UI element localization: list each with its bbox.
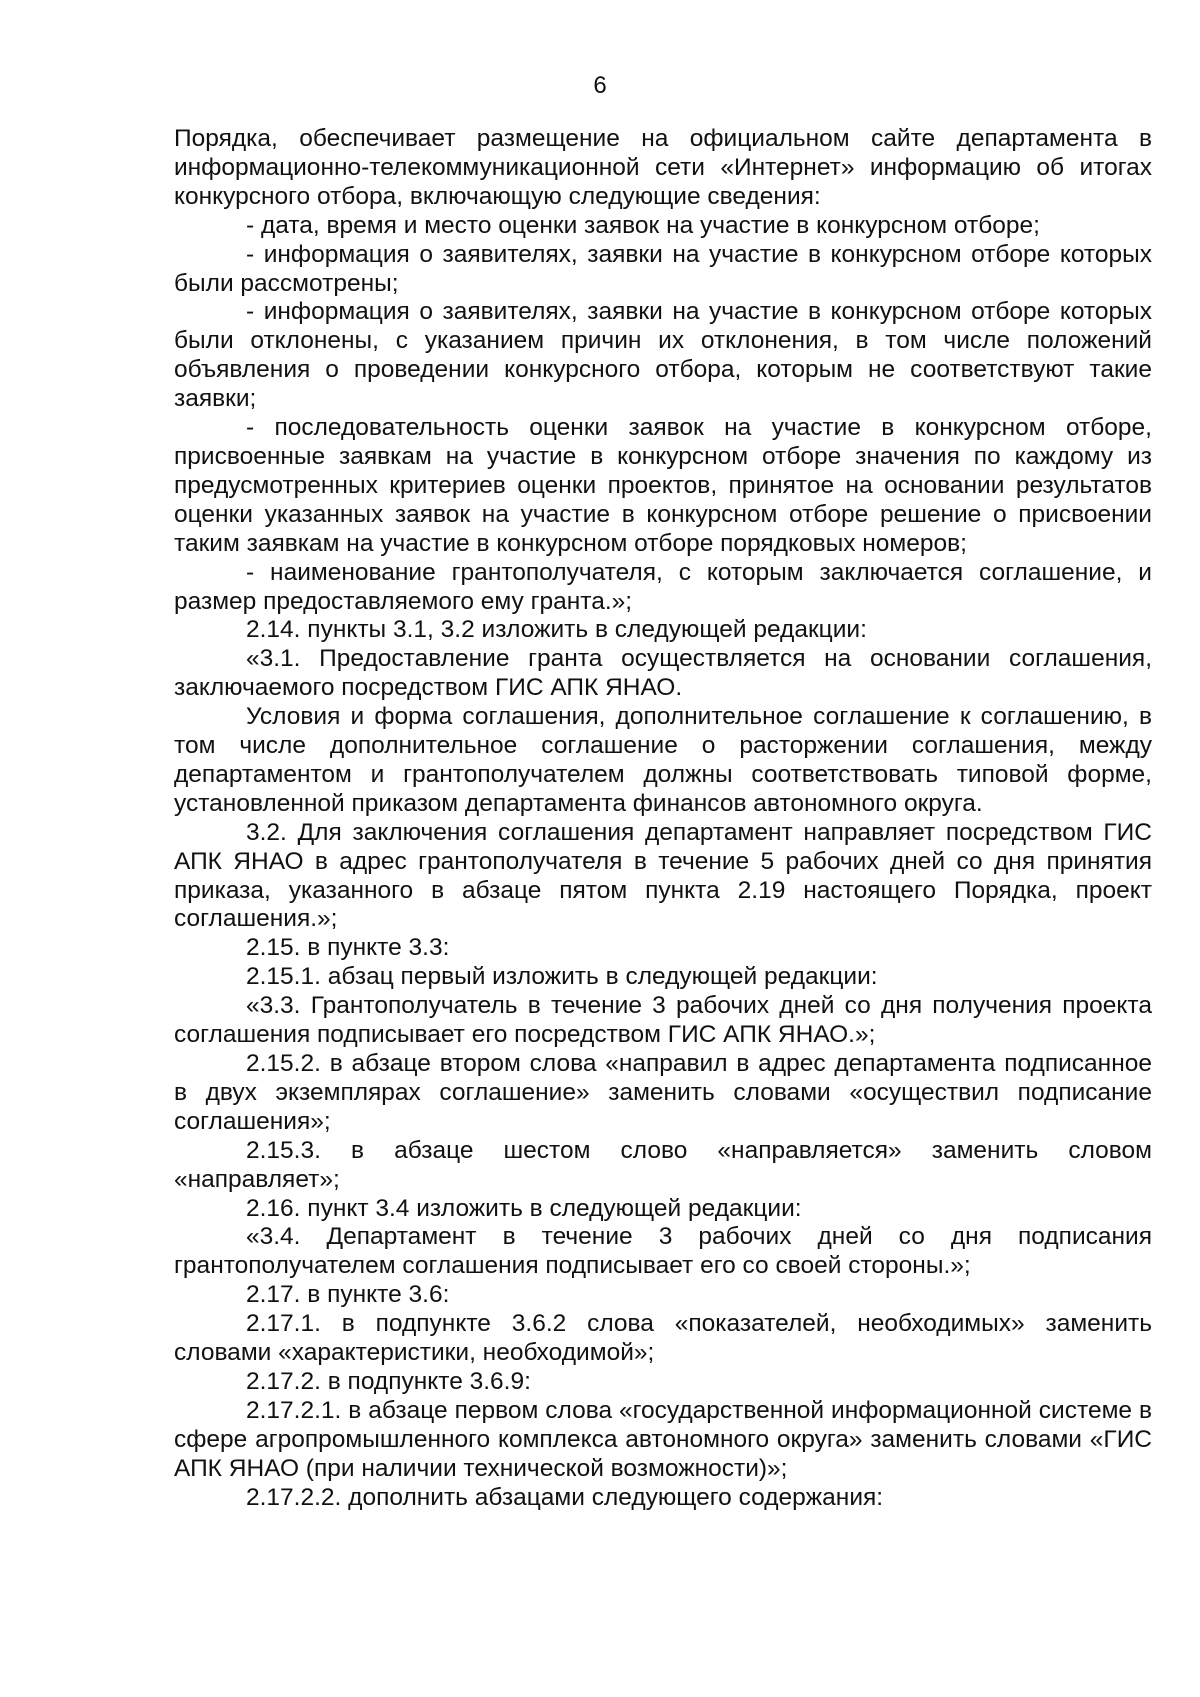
paragraph: 2.15.1. абзац первый изложить в следующей редакции:	[246, 963, 878, 991]
paragraph: «3.3. Грантополучатель в течение 3 рабочих дней со дня получения проекта соглашения подписывает его посредством ГИС АПК ЯНАО.»;	[174, 992, 1152, 1049]
paragraph: 2.17. в пункте 3.6:	[246, 1281, 450, 1309]
paragraph: 2.17.1. в подпункте 3.6.2 слова «показателей, необходимых» заменить словами «характеристики, необходимой»;	[174, 1310, 1152, 1367]
document-body	[174, 125, 1152, 1513]
paragraph: «3.1. Предоставление гранта осуществляется на основании соглашения, заключаемого посредством ГИС АПК ЯНАО.	[174, 645, 1152, 702]
paragraph: 2.17.2.2. дополнить абзацами следующего содержания:	[246, 1483, 884, 1511]
paragraph: 3.2. Для заключения соглашения департамент направляет посредством ГИС АПК ЯНАО в адрес грантополучателя в течение 5 рабочих дней со дня принятия приказа, указанного в абзаце пятом пункта 2.19 настоящего Порядка, проект соглашения.»;	[174, 818, 1152, 933]
paragraph: 2.15.3. в абзаце шестом слово «направляется» заменить словом «направляет»;	[174, 1136, 1152, 1193]
paragraph: - последовательность оценки заявок на участие в конкурсном отборе, присвоенные заявкам на участие в конкурсном отборе значения по каждому из предусмотренных критериев оценки проектов, принятое на основании результатов оценки указанных заявок на участие в конкурсном отборе решение о присвоении таким заявкам на участие в конкурсном отборе порядковых номеров;	[174, 414, 1152, 557]
paragraph: - наименование грантополучателя, с которым заключается соглашение, и размер предоставляемого ему гранта.»;	[174, 558, 1152, 615]
paragraph: Условия и форма соглашения, дополнительное соглашение к соглашению, в том числе дополнительное соглашение о расторжении соглашения, между департаментом и грантополучателем должны соответствовать типовой форме, установленной приказом департамента финансов автономного округа.	[174, 703, 1152, 817]
paragraph: 2.16. пункт 3.4 изложить в следующей редакции:	[246, 1194, 802, 1222]
paragraph: - информация о заявителях, заявки на участие в конкурсном отборе которых были рассмотрены;	[174, 240, 1152, 297]
paragraph: 2.17.2.1. в абзаце первом слова «государственной информационной системе в сфере агропромышленного комплекса автономного округа» заменить словами «ГИС АПК ЯНАО (при наличии технической возможности)»;	[174, 1396, 1152, 1482]
paragraph: 2.17.2. в подпункте 3.6.9:	[246, 1367, 531, 1395]
paragraph: 2.15. в пункте 3.3:	[246, 934, 450, 962]
paragraph: 2.14. пункты 3.1, 3.2 изложить в следующей редакции:	[246, 616, 867, 644]
paragraph: - дата, время и место оценки заявок на участие в конкурсном отборе;	[246, 211, 1040, 239]
page-number: 6	[593, 72, 607, 99]
paragraph: Порядка, обеспечивает размещение на официальном сайте департамента в информационно-телекоммуникационной сети «Интернет» информацию об итогах конкурсного отбора, включающую следующие сведения:	[174, 125, 1152, 210]
paragraph: «3.4. Департамент в течение 3 рабочих дней со дня подписания грантополучателем соглашения подписывает его со своей стороны.»;	[174, 1223, 1152, 1280]
paragraph: - информация о заявителях, заявки на участие в конкурсном отборе которых были отклонены, с указанием причин их отклонения, в том числе положений объявления о проведении конкурсного отбора, которым не соответствуют такие заявки;	[174, 298, 1152, 413]
paragraph: 2.15.2. в абзаце втором слова «направил в адрес департамента подписанное в двух экземплярах соглашение» заменить словами «осуществил подписание соглашения»;	[174, 1050, 1152, 1135]
